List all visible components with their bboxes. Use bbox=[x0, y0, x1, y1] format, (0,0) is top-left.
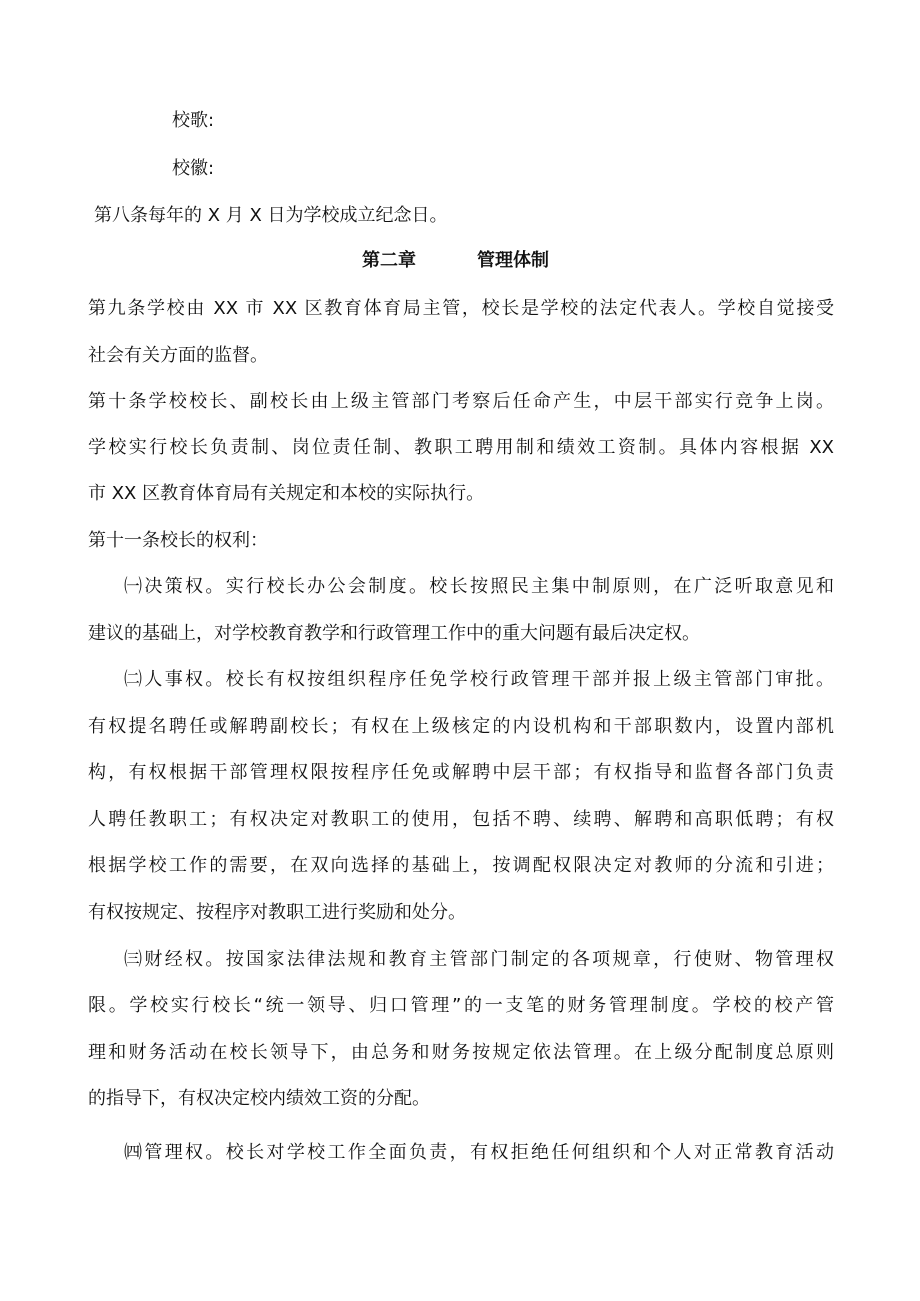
article-9-line-1: 第九条学校由 XX 市 XX 区教育体育局主管，校长是学校的法定代表人。学校自觉接受 bbox=[88, 298, 834, 319]
article-9-line-2: 社会有关方面的监督。 bbox=[88, 345, 268, 366]
article-8: 第八条每年的 X 月 X 日为学校成立纪念日。 bbox=[94, 205, 448, 226]
chapter-number: 第二章 bbox=[362, 250, 416, 271]
item-2-line-3: 构，有权根据干部管理权限按程序任免或解聘中层干部；有权指导和监督各部门负责 bbox=[88, 762, 834, 783]
article-10-line-3: 市 XX 区教育体育局有关规定和本校的实际执行。 bbox=[88, 483, 485, 504]
item-3-line-3: 理和财务活动在校长领导下，由总务和财务按规定依法管理。在上级分配制度总原则 bbox=[88, 1042, 834, 1063]
school-song-label: 校歌: bbox=[172, 110, 215, 131]
school-emblem-label: 校徽: bbox=[172, 158, 215, 179]
article-10-line-2: 学校实行校长负责制、岗位责任制、教职工聘用制和绩效工资制。具体内容根据 XX bbox=[88, 437, 834, 458]
item-1-line-2: 建议的基础上，对学校教育教学和行政管理工作中的重大问题有最后决定权。 bbox=[88, 623, 700, 644]
item-2-line-1: ㈡人事权。校长有权按组织程序任免学校行政管理干部并报上级主管部门审批。 bbox=[124, 669, 834, 690]
item-3-line-1: ㈢财经权。按国家法律法规和教育主管部门制定的各项规章，行使财、物管理权 bbox=[124, 949, 834, 970]
item-2-line-2: 有权提名聘任或解聘副校长；有权在上级核定的内设机构和干部职数内，设置内部机 bbox=[88, 716, 834, 737]
item-2-line-4: 人聘任教职工；有权决定对教职工的使用，包括不聘、续聘、解聘和高职低聘；有权 bbox=[88, 809, 834, 830]
item-4-line-1: ㈣管理权。校长对学校工作全面负责，有权拒绝任何组织和个人对正常教育活动 bbox=[124, 1142, 834, 1163]
item-3-line-2: 限。学校实行校长“统一领导、归口管理”的一支笔的财务管理制度。学校的校产管 bbox=[88, 995, 834, 1016]
item-2-line-5: 根据学校工作的需要，在双向选择的基础上，按调配权限决定对教师的分流和引进； bbox=[88, 855, 834, 876]
item-2-line-6: 有权按规定、按程序对教职工进行奖励和处分。 bbox=[88, 902, 466, 923]
item-1-line-1: ㈠决策权。实行校长办公会制度。校长按照民主集中制原则，在广泛听取意见和 bbox=[124, 576, 834, 597]
article-10-line-1: 第十条学校校长、副校长由上级主管部门考察后任命产生，中层干部实行竞争上岗。 bbox=[88, 391, 834, 412]
chapter-title: 管理体制 bbox=[477, 250, 549, 271]
item-3-line-4: 的指导下，有权决定校内绩效工资的分配。 bbox=[88, 1088, 430, 1109]
article-11: 第十一条校长的权利： bbox=[88, 530, 268, 551]
